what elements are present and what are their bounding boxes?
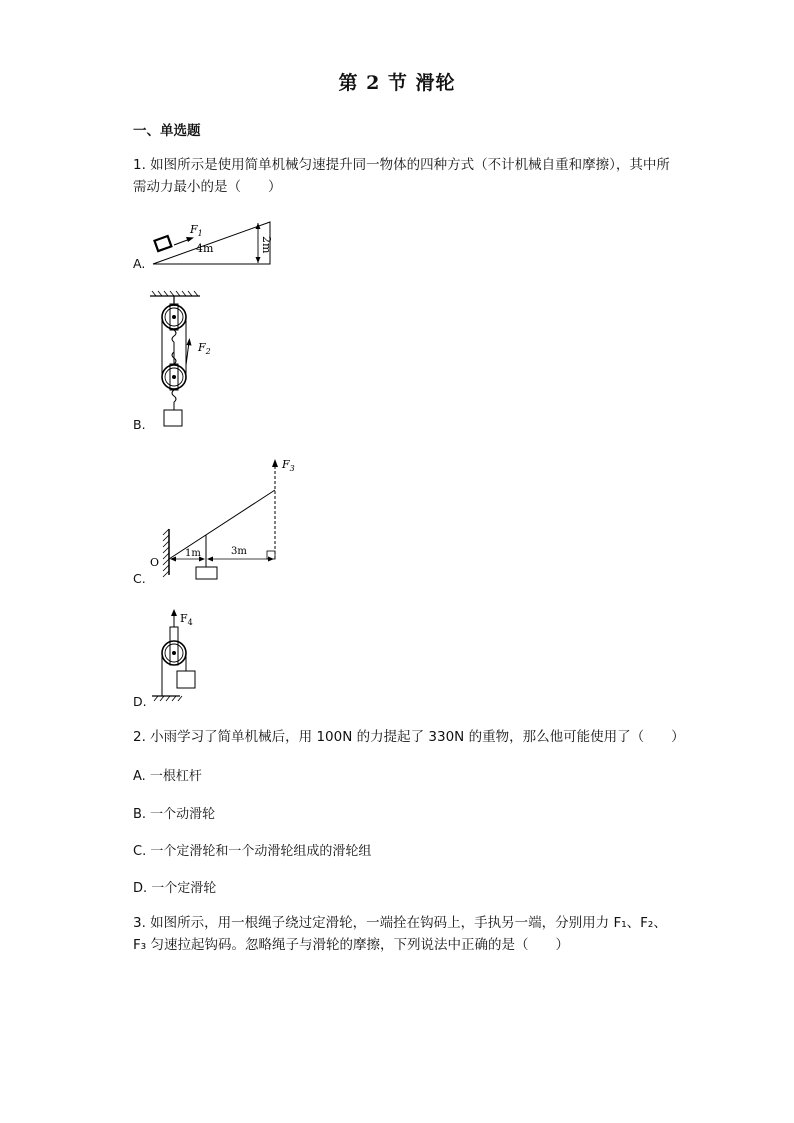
length-label: 4m bbox=[196, 242, 214, 255]
option-d-label: D. bbox=[133, 694, 147, 709]
force-f2-label: $F_2$ bbox=[198, 341, 211, 356]
load-box bbox=[177, 671, 195, 688]
force-f1-label: $F_1$ bbox=[190, 223, 203, 238]
q2-option-a: A. 一根杠杆 bbox=[133, 769, 202, 784]
force-f3-arrow bbox=[272, 459, 278, 467]
force-f3-label: $F_3$ bbox=[282, 458, 295, 473]
question-2-text: 2. 小雨学习了简单机械后，用 100N 的力提起了 330N 的重物，那么他可能使用了（ ） bbox=[133, 729, 685, 745]
q2-option-d: D. 一个定滑轮 bbox=[133, 881, 217, 896]
figure-c-lever bbox=[145, 455, 305, 585]
figure-d-fixed-pulley bbox=[148, 607, 218, 702]
dim-label-1m: 1m bbox=[185, 548, 201, 559]
option-c-label: C. bbox=[133, 571, 146, 586]
option-a-label: A. bbox=[133, 256, 146, 271]
page-title: 第 2 节 滑轮 bbox=[338, 72, 456, 94]
option-b-label: B. bbox=[133, 417, 146, 432]
force-f4-label: $F_4$ bbox=[180, 612, 193, 627]
force-f4-arrow bbox=[171, 609, 177, 616]
question-1-text: 1. 如图所示是使用简单机械匀速提升同一物体的四种方式（不计机械自重和摩擦），其中所需动力最小的是（ ） bbox=[133, 157, 670, 195]
q2-option-b: B. 一个动滑轮 bbox=[133, 807, 216, 822]
figure-a-inclined-plane bbox=[150, 218, 280, 270]
height-label: 2m bbox=[260, 236, 273, 254]
figure-b-pulley-block bbox=[145, 290, 225, 430]
dim-label-3m: 3m bbox=[231, 546, 247, 557]
block bbox=[154, 236, 171, 251]
load-box bbox=[196, 567, 217, 579]
section-heading: 一、单选题 bbox=[133, 123, 201, 139]
q2-option-c: C. 一个定滑轮和一个动滑轮组成的滑轮组 bbox=[133, 844, 372, 859]
question-3-text: 3. 如图所示，用一根绳子绕过定滑轮，一端拴在钩码上，手执另一端，分别用力 F₁、F₂、F₃ 匀速拉起钩码。忽略绳子与滑轮的摩擦，下列说法中正确的是（ ） bbox=[133, 915, 667, 953]
pivot-label: O bbox=[150, 556, 160, 569]
load-box bbox=[164, 410, 182, 426]
